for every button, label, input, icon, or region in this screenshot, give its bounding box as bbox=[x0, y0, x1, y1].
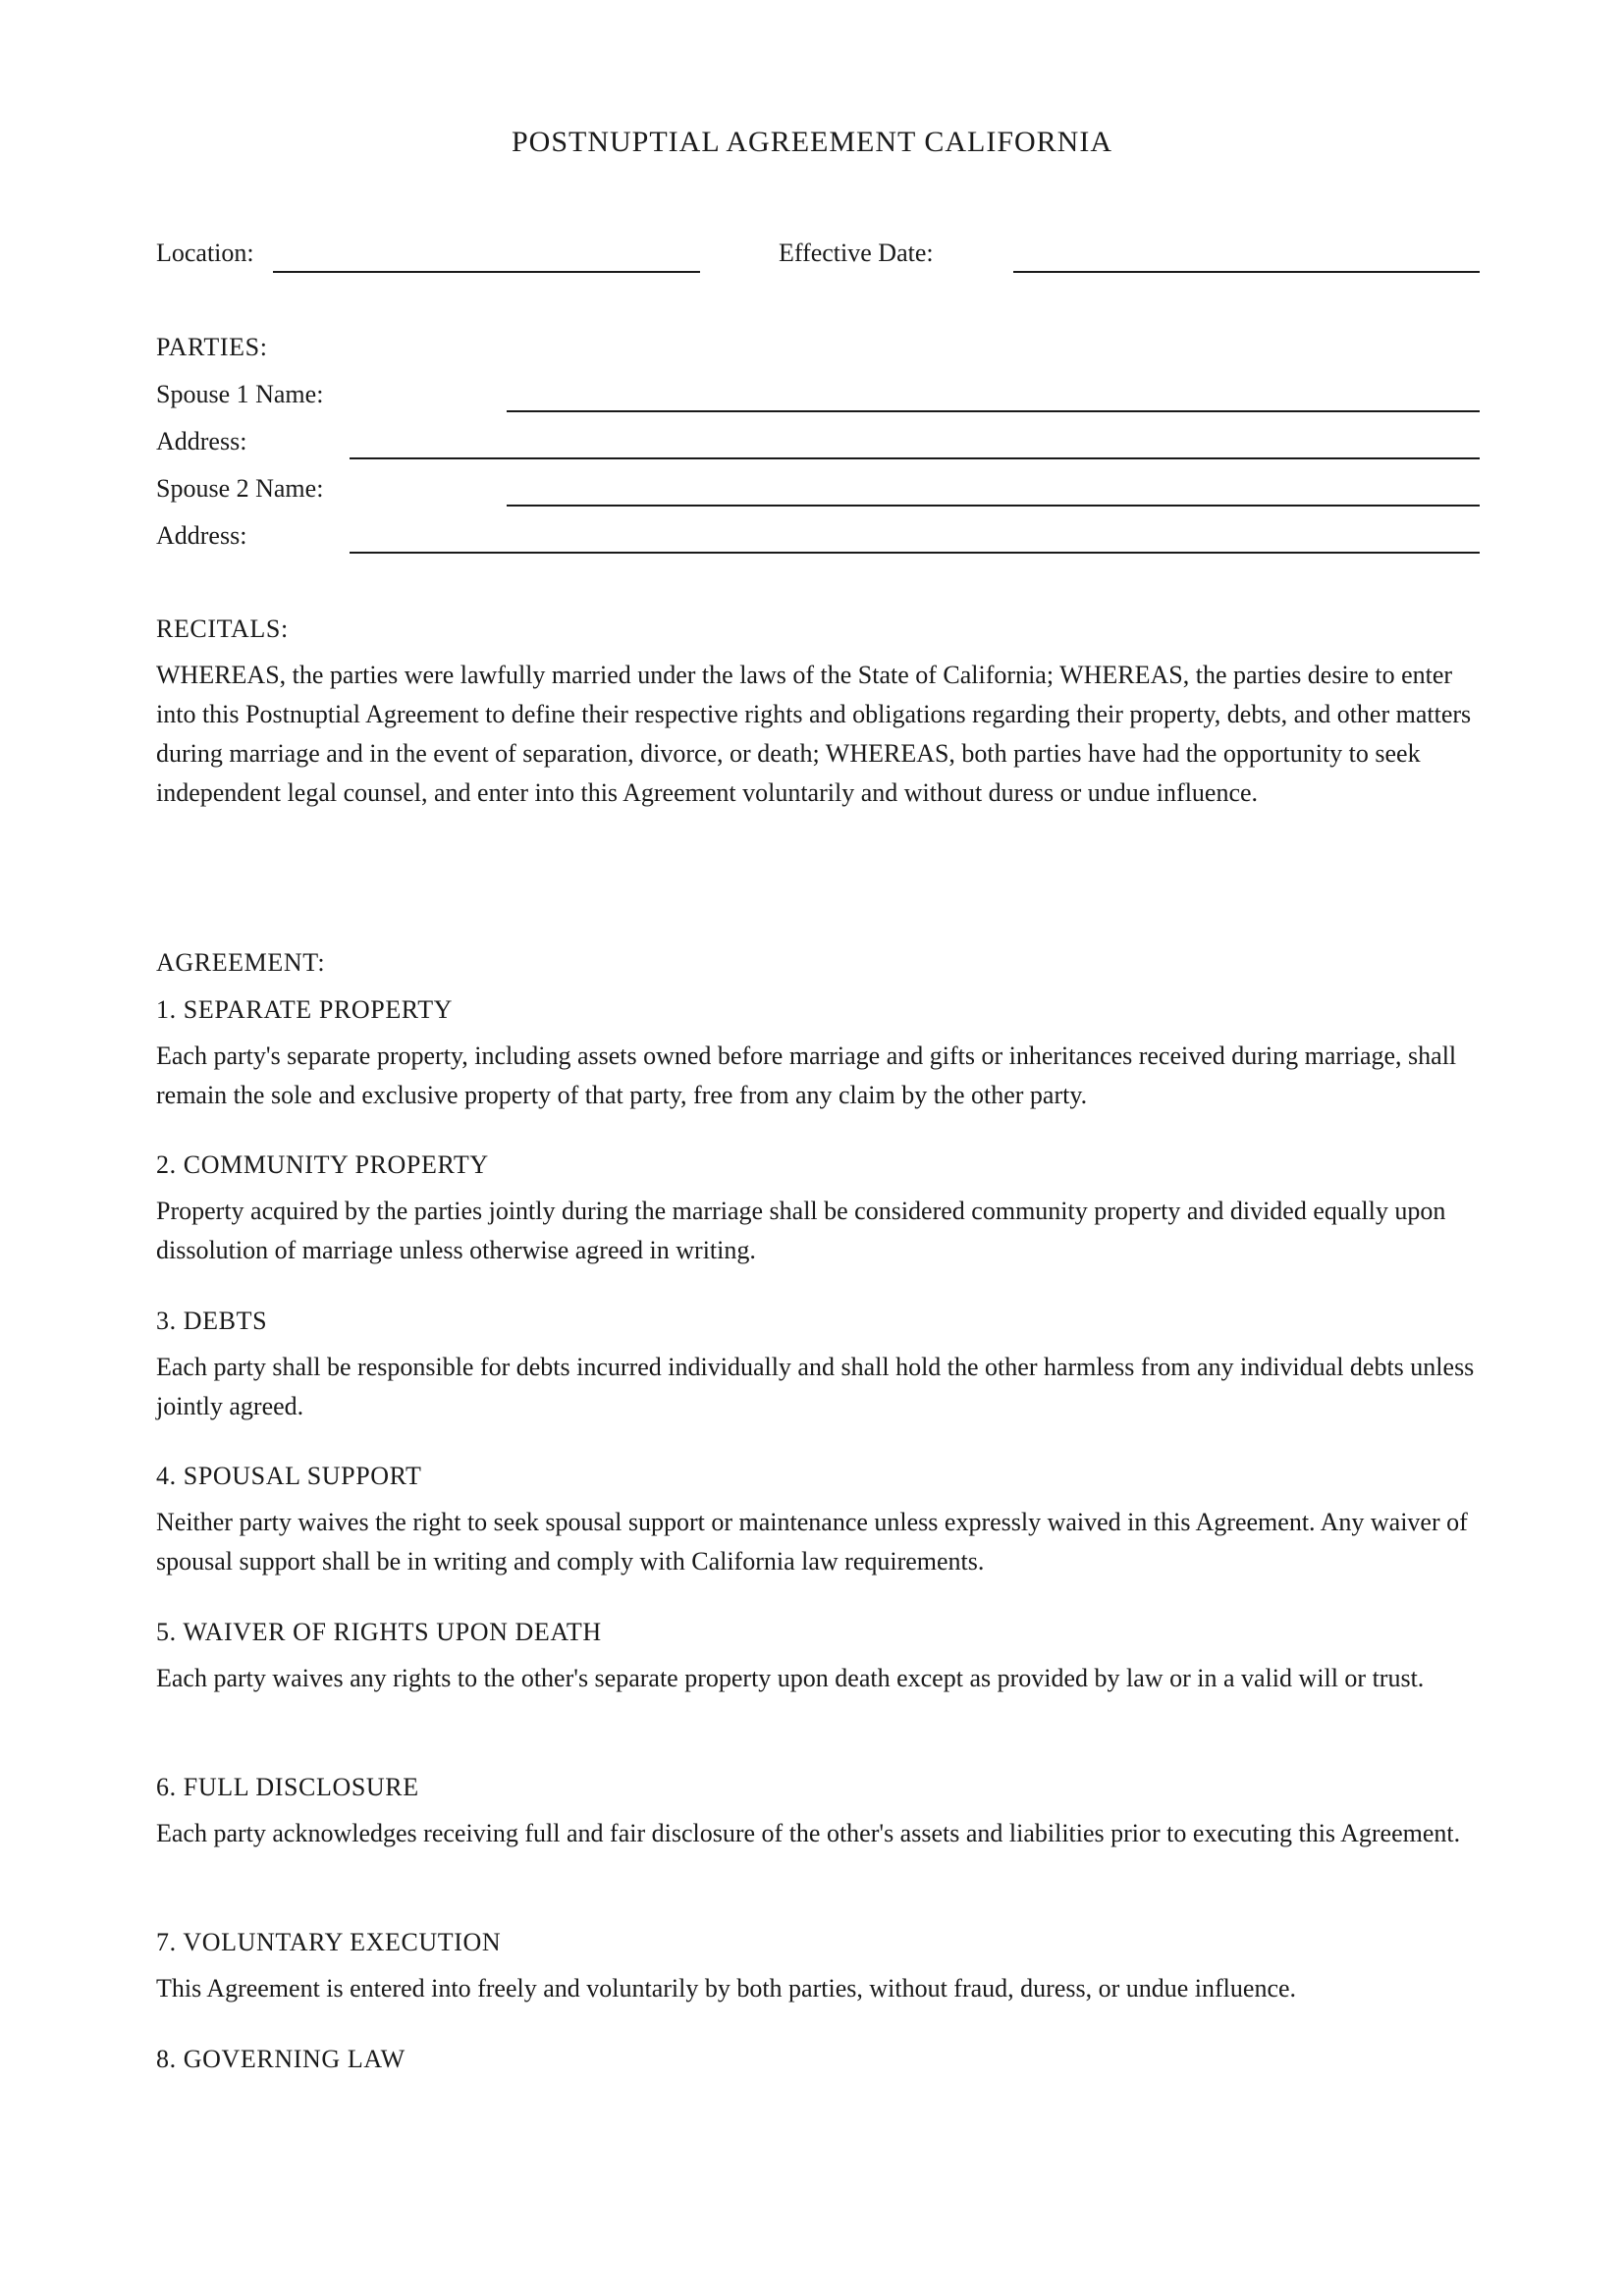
agreement-heading: AGREEMENT: bbox=[156, 948, 326, 977]
effective-date-label: Effective Date: bbox=[779, 239, 934, 267]
spouse1-name-label: Spouse 1 Name: bbox=[156, 380, 324, 408]
spouse1-address-label: Address: bbox=[156, 427, 247, 455]
recitals-text: WHEREAS, the parties were lawfully married under the laws of the State of California; WHEREAS, the parties desire to enter into this Postnuptial Agreement to define their respective rights and obligations regarding their property, debts, and other matters during marriage and in the event of separation, divorce, or death; WHEREAS, both parties have had the opportunity to seek independent legal counsel, and enter into this Agreement voluntarily and without duress or undue influence. bbox=[156, 661, 1472, 807]
section-text-spousal-support: Neither party waives the right to seek spousal support or maintenance unless expressly waived in this Agreement. Any waiver of spousal support shall be in writing and comply with California law requirements. bbox=[156, 1508, 1468, 1575]
section-text-waiver-of-rights: Each party waives any rights to the other's separate property upon death except as provided by law or in a valid will or trust. bbox=[156, 1664, 1425, 1692]
effective-date-field-line[interactable] bbox=[1013, 271, 1480, 273]
section-heading-waiver-of-rights: 5. WAIVER OF RIGHTS UPON DEATH bbox=[156, 1618, 602, 1646]
location-field-line[interactable] bbox=[273, 271, 700, 273]
section-heading-governing-law: 8. GOVERNING LAW bbox=[156, 2045, 406, 2073]
section-heading-community-property: 2. COMMUNITY PROPERTY bbox=[156, 1150, 489, 1179]
spouse2-address-field-line[interactable] bbox=[350, 552, 1480, 554]
section-heading-full-disclosure: 6. FULL DISCLOSURE bbox=[156, 1773, 419, 1801]
section-heading-spousal-support: 4. SPOUSAL SUPPORT bbox=[156, 1462, 422, 1490]
section-text-community-property: Property acquired by the parties jointly during the marriage shall be considered community property and divided equally upon dissolution of marriage unless otherwise agreed in writing. bbox=[156, 1197, 1446, 1264]
section-text-full-disclosure: Each party acknowledges receiving full and fair disclosure of the other's assets and liabilities prior to executing this Agreement. bbox=[156, 1819, 1461, 1847]
recitals-heading: RECITALS: bbox=[156, 614, 289, 643]
section-heading-voluntary-execution: 7. VOLUNTARY EXECUTION bbox=[156, 1928, 502, 1956]
spouse2-name-field-line[interactable] bbox=[507, 505, 1480, 507]
parties-heading: PARTIES: bbox=[156, 333, 268, 361]
spouse1-name-field-line[interactable] bbox=[507, 410, 1480, 412]
section-text-debts: Each party shall be responsible for debts incurred individually and shall hold the other harmless from any individual debts unless jointly agreed. bbox=[156, 1353, 1475, 1420]
section-heading-debts: 3. DEBTS bbox=[156, 1307, 268, 1335]
section-text-voluntary-execution: This Agreement is entered into freely and voluntarily by both parties, without fraud, duress, or undue influence. bbox=[156, 1974, 1297, 2002]
document-title: POSTNUPTIAL AGREEMENT CALIFORNIA bbox=[511, 126, 1113, 158]
spouse1-address-field-line[interactable] bbox=[350, 457, 1480, 459]
spouse2-name-label: Spouse 2 Name: bbox=[156, 474, 324, 503]
location-label: Location: bbox=[156, 239, 254, 267]
spouse2-address-label: Address: bbox=[156, 521, 247, 550]
section-heading-separate-property: 1. SEPARATE PROPERTY bbox=[156, 995, 454, 1024]
section-text-separate-property: Each party's separate property, including assets owned before marriage and gifts or inheritances received during marriage, shall remain the sole and exclusive property of that party, free from any claim by the other party. bbox=[156, 1041, 1457, 1109]
